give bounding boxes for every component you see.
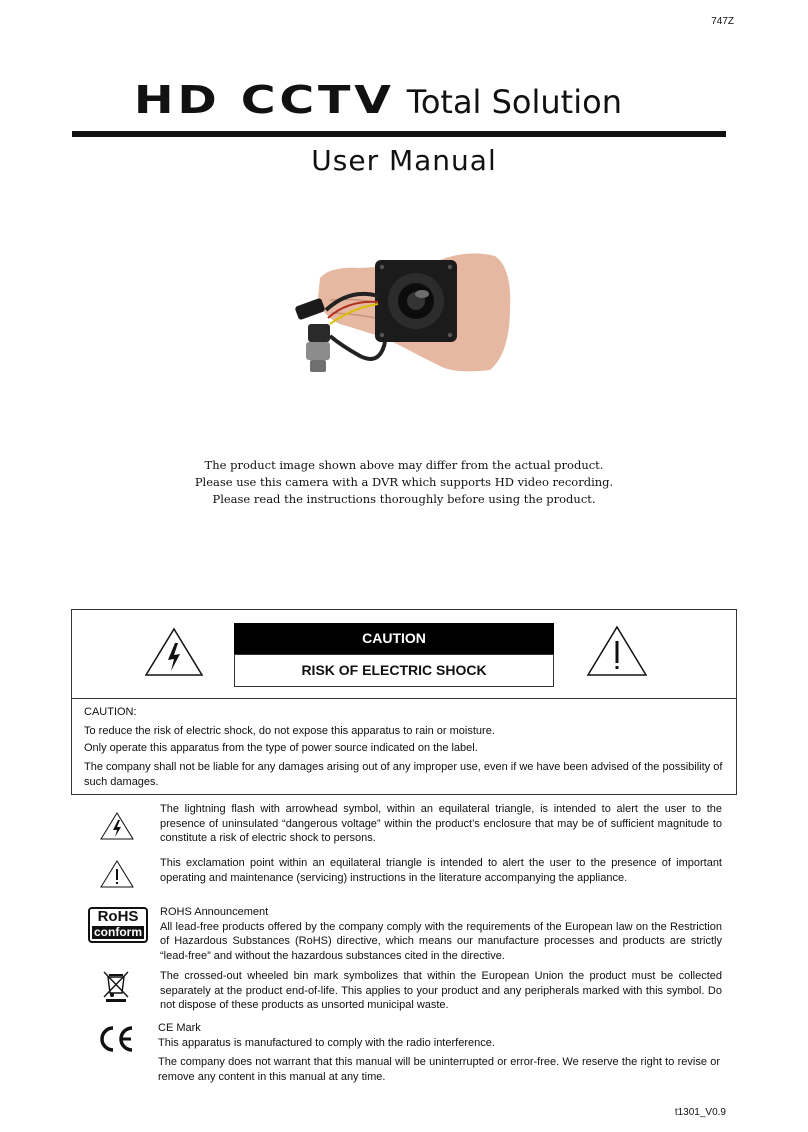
ce-text: This apparatus is manufactured to comply with the radio interference.: [158, 1036, 495, 1049]
rohs-badge-line1: RoHS: [97, 908, 139, 925]
weee-item: [86, 969, 726, 1013]
caution-header: CAUTION: [234, 623, 554, 654]
brand-title: [0, 78, 808, 122]
exclamation-text: This exclamation point within an equilateral triangle is intended to alert the user to the presence of important operating and maintenance (servicing) instructions in the literature accompanying the appliance.: [160, 857, 722, 884]
caution-line: To reduce the risk of electric shock, do not expose this apparatus to rain or moisture.: [84, 725, 495, 737]
exclamation-triangle-icon: [586, 625, 648, 677]
ce-title: CE Mark: [158, 1022, 201, 1034]
rohs-text: All lead-free products offered by the company comply with the requirements of the European law on the Restriction of Hazardous Substances (RoHS) directive, which means our manufacture processes and products are strictly “lead-free” and without the hazardous substances cited in the directive.: [160, 920, 722, 962]
notice-line: Please use this camera with a DVR which supports HD video recording.: [194, 475, 614, 489]
ce-text-block: [158, 1021, 720, 1084]
rohs-icon: [88, 907, 148, 943]
footer-version: t1301_V0.9: [674, 1107, 726, 1118]
model-code: 747Z: [711, 16, 734, 27]
caution-box: [71, 609, 737, 795]
exclamation-triangle-icon: [100, 860, 134, 888]
crossed-bin-icon: [100, 969, 132, 1003]
lightning-item: [86, 802, 726, 846]
manual-title: User Manual: [311, 144, 497, 177]
lightning-text: The lightning flash with arrowhead symbol, within an equilateral triangle, is intended to alert the user to the presence of uninsulated “dangerous voltage” within the product’s enclosure that may be of sufficient magnitude to constitute a risk of electric shock to persons.: [160, 803, 722, 844]
caution-label: CAUTION:: [84, 706, 137, 718]
rohs-item: [86, 905, 726, 961]
lightning-triangle-icon: [100, 812, 134, 840]
notice-line: Please read the instructions thoroughly before using the product.: [212, 492, 596, 506]
caution-header-area: [72, 610, 736, 699]
rohs-title: ROHS Announcement: [160, 906, 269, 918]
brand-hd-cctv: HD CCTV: [133, 78, 395, 122]
ce-mark-icon: [96, 1025, 136, 1053]
weee-text: The crossed-out wheeled bin mark symbolizes that within the European Union the product must be collected separately at the product end-of-life. This applies to your product and any peripherals marked with this symbol. Do not dispose of these products as unsorted municipal waste.: [160, 970, 722, 1011]
caution-line: Only operate this apparatus from the type of power source indicated on the label.: [84, 742, 478, 754]
caution-line: The company shall not be liable for any damages arising out of any improper use, even if we have been advised of the possibility of such damages.: [84, 761, 723, 788]
ce-disclaimer: The company does not warrant that this manual will be uninterrupted or error-free. We reserve the right to revise or remove any content in this manual at any time.: [158, 1056, 720, 1083]
notice-line: The product image shown above may differ from the actual product.: [204, 458, 604, 472]
exclamation-item: [86, 856, 726, 888]
rohs-badge-line2: conform: [94, 925, 142, 939]
brand-total-solution: Total Solution: [406, 83, 622, 121]
notice-text: [0, 457, 808, 508]
title-rule: [72, 131, 726, 137]
product-photo: [290, 238, 520, 378]
caution-subheader: RISK OF ELECTRIC SHOCK: [234, 654, 554, 687]
lightning-triangle-icon: [144, 627, 204, 677]
ce-item: [86, 1021, 726, 1081]
caution-body: [84, 705, 724, 792]
rohs-text-block: [160, 905, 722, 963]
